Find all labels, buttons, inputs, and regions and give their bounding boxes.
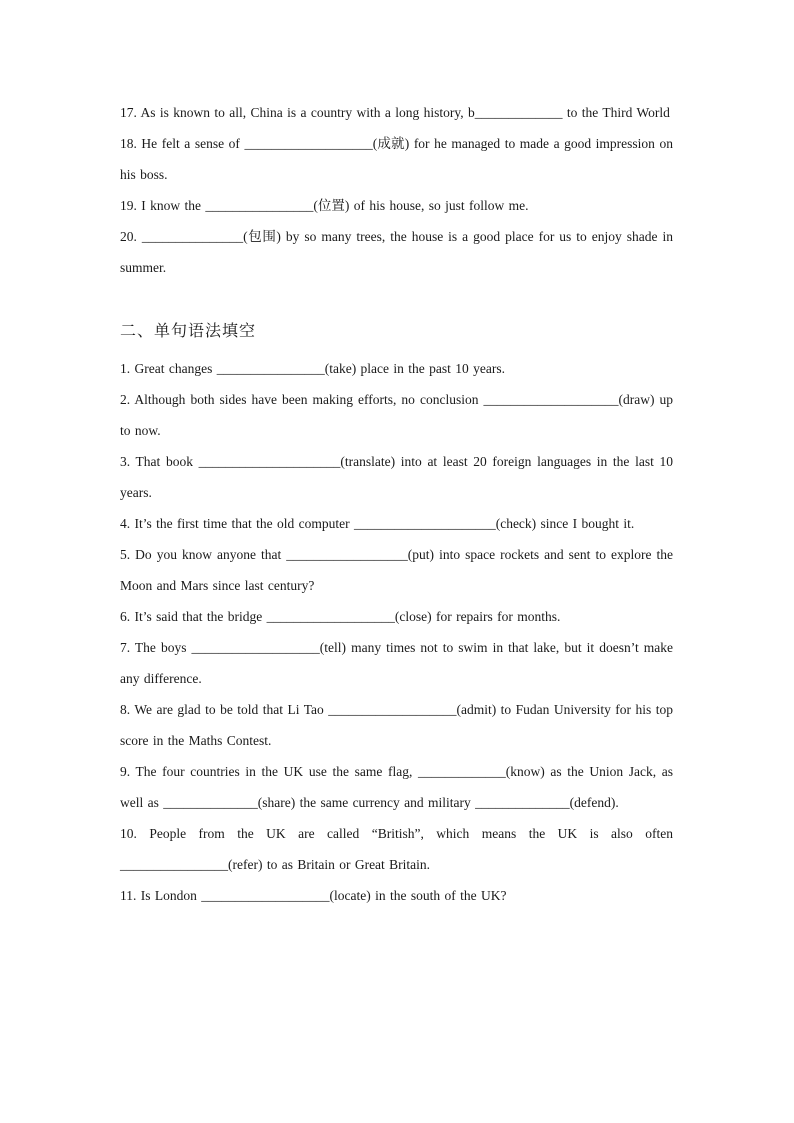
grammar-question-8: 8. We are glad to be told that Li Tao ___________________(admit) to Fudan University for his top score in the Maths Contest. [120, 702, 673, 748]
question-18: 18. He felt a sense of ___________________(成就) for he managed to made a good impression on his boss. [120, 136, 673, 182]
grammar-question-3: 3. That book _____________________(translate) into at least 20 foreign languages in the last 10 years. [120, 454, 673, 500]
grammar-question-10: 10. People from the UK are called “British”, which means the UK is also often ________________(refer) to as Britain or Great Britain. [120, 826, 673, 872]
grammar-question-7: 7. The boys ___________________(tell) many times not to swim in that lake, but it doesn’t make any difference. [120, 640, 673, 686]
exercise-content [120, 97, 673, 911]
grammar-question-1: 1. Great changes ________________(take) place in the past 10 years. [120, 361, 506, 376]
grammar-question-5: 5. Do you know anyone that __________________(put) into space rockets and sent to explore the Moon and Mars since last century? [120, 547, 673, 593]
question-20: 20. _______________(包围) by so many trees, the house is a good place for us to enjoy shade in summer. [120, 229, 673, 275]
question-17: 17. As is known to all, China is a country with a long history, b_____________ to the Third World [120, 105, 670, 120]
grammar-question-11: 11. Is London ___________________(locate) in the south of the UK? [120, 888, 507, 903]
grammar-question-6: 6. It’s said that the bridge ___________________(close) for repairs for months. [120, 609, 561, 624]
section-title: 二、单句语法填空 [120, 321, 257, 340]
grammar-question-2: 2. Although both sides have been making efforts, no conclusion ____________________(draw) up to now. [120, 392, 673, 438]
grammar-question-4: 4. It’s the first time that the old computer _____________________(check) since I bought it. [120, 516, 635, 531]
grammar-question-9: 9. The four countries in the UK use the same flag, _____________(know) as the Union Jack, as well as ______________(share) the same currency and military ______________(defend). [120, 764, 673, 810]
question-19: 19. I know the ________________(位置) of his house, so just follow me. [120, 198, 529, 213]
